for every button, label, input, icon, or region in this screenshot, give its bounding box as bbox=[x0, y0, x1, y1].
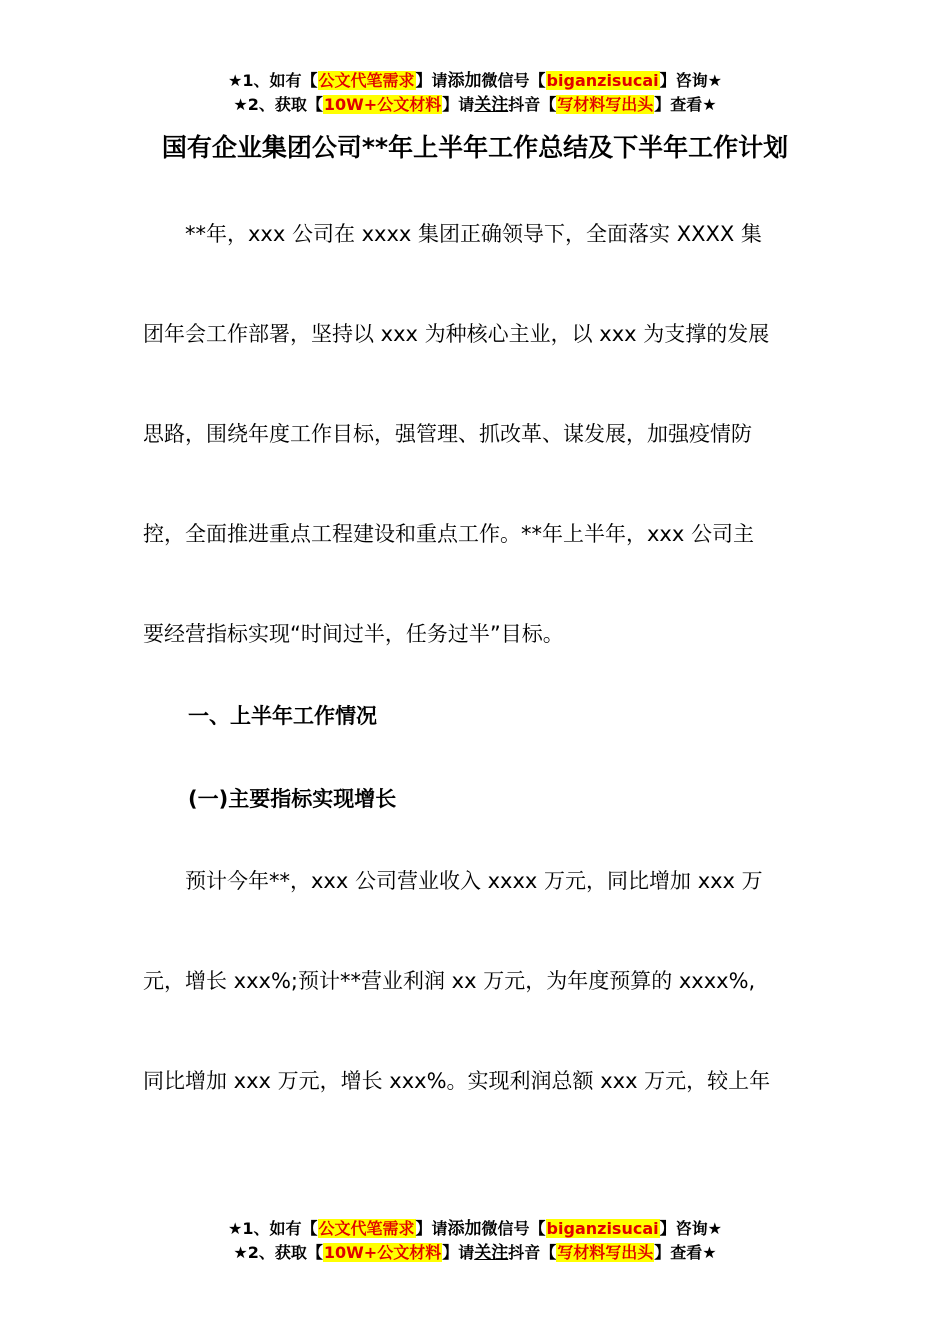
promo-douyin-id: 写材料写出头 bbox=[557, 1243, 654, 1262]
promo-emphasis: 关注 bbox=[474, 1243, 509, 1263]
promo-text: 】咨询★ bbox=[659, 71, 722, 90]
promo-wechat-id: biganzisucai bbox=[546, 1219, 659, 1238]
paragraph-line: 团年会工作部署，坚持以 xxx 为种核心主业，以 xxx 为支撑的发展 bbox=[143, 322, 770, 346]
promo-text: 微信号【 bbox=[481, 1219, 546, 1238]
promo-line-1 bbox=[0, 1218, 950, 1242]
promo-text: 】查看★ bbox=[654, 95, 717, 114]
promo-text: 抖音【 bbox=[508, 1243, 557, 1262]
document-title: 国有企业集团公司**年上半年工作总结及下半年工作计划 bbox=[161, 133, 789, 162]
promo-line-2 bbox=[0, 94, 950, 118]
paragraph-line: **年，xxx 公司在 xxxx 集团正确领导下，全面落实 XXXX 集 bbox=[143, 222, 762, 246]
header-promo-banner bbox=[0, 70, 950, 118]
promo-text: 抖音【 bbox=[508, 95, 557, 114]
promo-text: 】请 bbox=[442, 95, 475, 114]
promo-douyin-id: 写材料写出头 bbox=[557, 95, 654, 114]
promo-text: ★2、获取【 bbox=[233, 1243, 323, 1262]
promo-line-2 bbox=[0, 1242, 950, 1266]
promo-text: ★2、获取【 bbox=[233, 95, 323, 114]
paragraph-line: 预计今年**，xxx 公司营业收入 xxxx 万元，同比增加 xxx 万 bbox=[143, 869, 763, 893]
paragraph-line: 思路，围绕年度工作目标，强管理、抓改革、谋发展，加强疫情防 bbox=[143, 422, 752, 446]
intro-paragraph bbox=[143, 219, 813, 719]
promo-highlight: 公文代笔需求 bbox=[318, 71, 415, 90]
body-paragraph bbox=[143, 866, 813, 1166]
promo-text: ★1、如有【 bbox=[228, 71, 318, 90]
promo-wechat-id: biganzisucai bbox=[546, 71, 659, 90]
promo-text: 】查看★ bbox=[654, 1243, 717, 1262]
paragraph-line: 元，增长 xxx%;预计**营业利润 xx 万元，为年度预算的 xxxx%, bbox=[143, 969, 756, 993]
promo-text: 】咨询★ bbox=[659, 1219, 722, 1238]
paragraph-line: 要经营指标实现“时间过半，任务过半”目标。 bbox=[143, 622, 564, 646]
promo-text: 微信号【 bbox=[481, 71, 546, 90]
paragraph-line: 同比增加 xxx 万元，增长 xxx%。实现利润总额 xxx 万元，较上年 bbox=[143, 1069, 771, 1093]
promo-text: ★1、如有【 bbox=[228, 1219, 318, 1238]
promo-highlight: 10W+公文材料 bbox=[323, 95, 442, 114]
promo-emphasis: 添加 bbox=[447, 1219, 482, 1239]
promo-highlight: 公文代笔需求 bbox=[318, 1219, 415, 1238]
section-heading: 一、上半年工作情况 bbox=[188, 704, 377, 728]
footer-promo-banner bbox=[0, 1218, 950, 1266]
promo-emphasis: 关注 bbox=[474, 95, 509, 115]
subsection-heading: (一)主要指标实现增长 bbox=[188, 787, 397, 811]
promo-highlight: 10W+公文材料 bbox=[323, 1243, 442, 1262]
promo-line-1 bbox=[0, 70, 950, 94]
promo-emphasis: 添加 bbox=[447, 71, 482, 91]
promo-text: 】请 bbox=[415, 1219, 448, 1238]
paragraph-line: 控，全面推进重点工程建设和重点工作。**年上半年，xxx 公司主 bbox=[143, 522, 754, 546]
promo-text: 】请 bbox=[442, 1243, 475, 1262]
promo-text: 】请 bbox=[415, 71, 448, 90]
